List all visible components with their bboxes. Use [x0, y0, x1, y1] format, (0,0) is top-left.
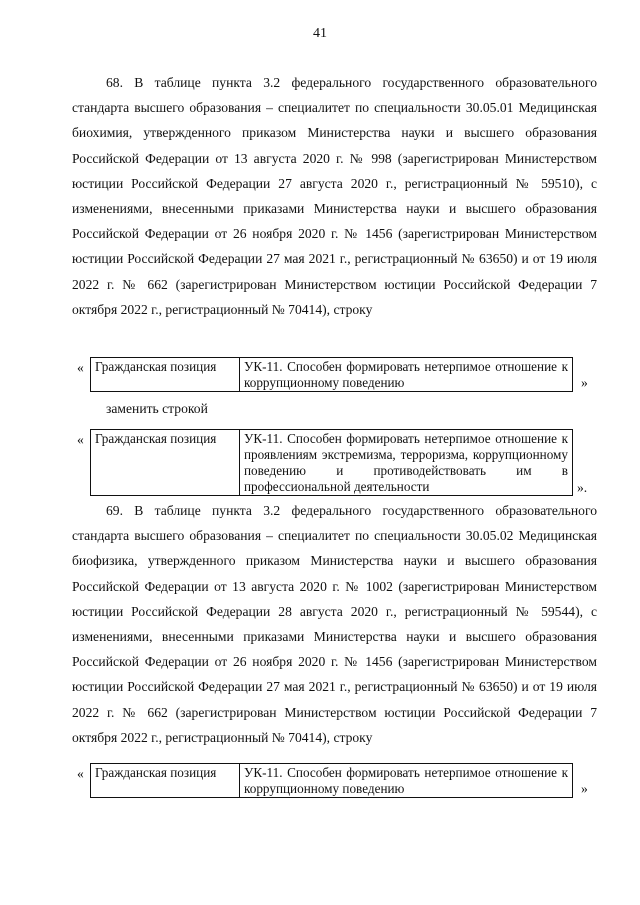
paragraph-69-text: 69. В таблице пункта 3.2 федерального государственного образовательного стандарта высшего образования – специалитет по специальности 30.05.02 Медицинская биофизика, утвержденного приказом Министерства науки и высшего образования Российской Федерации от 13 августа 2020 г. № 1002 (зарегистрирован Министерством юстиции Российской Федерации 28 августа 2020 г., регистрационный № 59544), с изменениями, внесенными приказами Министерства науки и высшего образования Российской Федерации от 26 ноября 2020 г. № 1456 (зарегистрирован Министерством юстиции Российской Федерации 27 мая 2021 г., регистрационный № 63650) и от 19 июля 2022 г. № 662 (зарегистрирован Министерством юстиции Российской Федерации 7 октября 2022 г., регистрационный № 70414), строку — [72, 503, 597, 745]
close-quote-1: » — [581, 375, 588, 390]
paragraph-69 — [72, 498, 597, 750]
open-quote-2: « — [77, 432, 84, 447]
table-cell-category: Гражданская позиция — [91, 430, 240, 496]
close-quote-3: » — [581, 781, 588, 796]
table-cell-competence: УК-11. Способен формировать нетерпимое отношение к проявлениям экстремизма, терроризма, коррупционному поведению и противодействовать им в профессиональной деятельности — [240, 430, 573, 496]
replace-instruction: заменить строкой — [106, 401, 208, 416]
open-quote-1: « — [77, 360, 84, 375]
table-cell-competence: УК-11. Способен формировать нетерпимое отношение к коррупционному поведению — [240, 764, 573, 798]
table-cell-competence: УК-11. Способен формировать нетерпимое отношение к коррупционному поведению — [240, 358, 573, 392]
close-quote-2: ». — [577, 480, 588, 495]
table-row-old-1 — [90, 357, 573, 392]
table-row-new — [90, 429, 573, 496]
table-row-old-2 — [90, 763, 573, 798]
table-cell-category: Гражданская позиция — [91, 764, 240, 798]
page-number: 41 — [313, 26, 327, 41]
table-cell-category: Гражданская позиция — [91, 358, 240, 392]
paragraph-68-text: 68. В таблице пункта 3.2 федерального государственного образовательного стандарта высшего образования – специалитет по специальности 30.05.01 Медицинская биохимия, утвержденного приказом Министерства науки и высшего образования Российской Федерации от 13 августа 2020 г. № 998 (зарегистрирован Министерством юстиции Российской Федерации 27 августа 2020 г., регистрационный № 59510), с изменениями, внесенными приказами Министерства науки и высшего образования Российской Федерации от 26 ноября 2020 г. № 1456 (зарегистрирован Министерством юстиции Российской Федерации 27 мая 2021 г., регистрационный № 63650) и от 19 июля 2022 г. № 662 (зарегистрирован Министерством юстиции Российской Федерации 7 октября 2022 г., регистрационный № 70414), строку — [72, 75, 597, 317]
paragraph-68 — [72, 70, 597, 322]
open-quote-3: « — [77, 766, 84, 781]
